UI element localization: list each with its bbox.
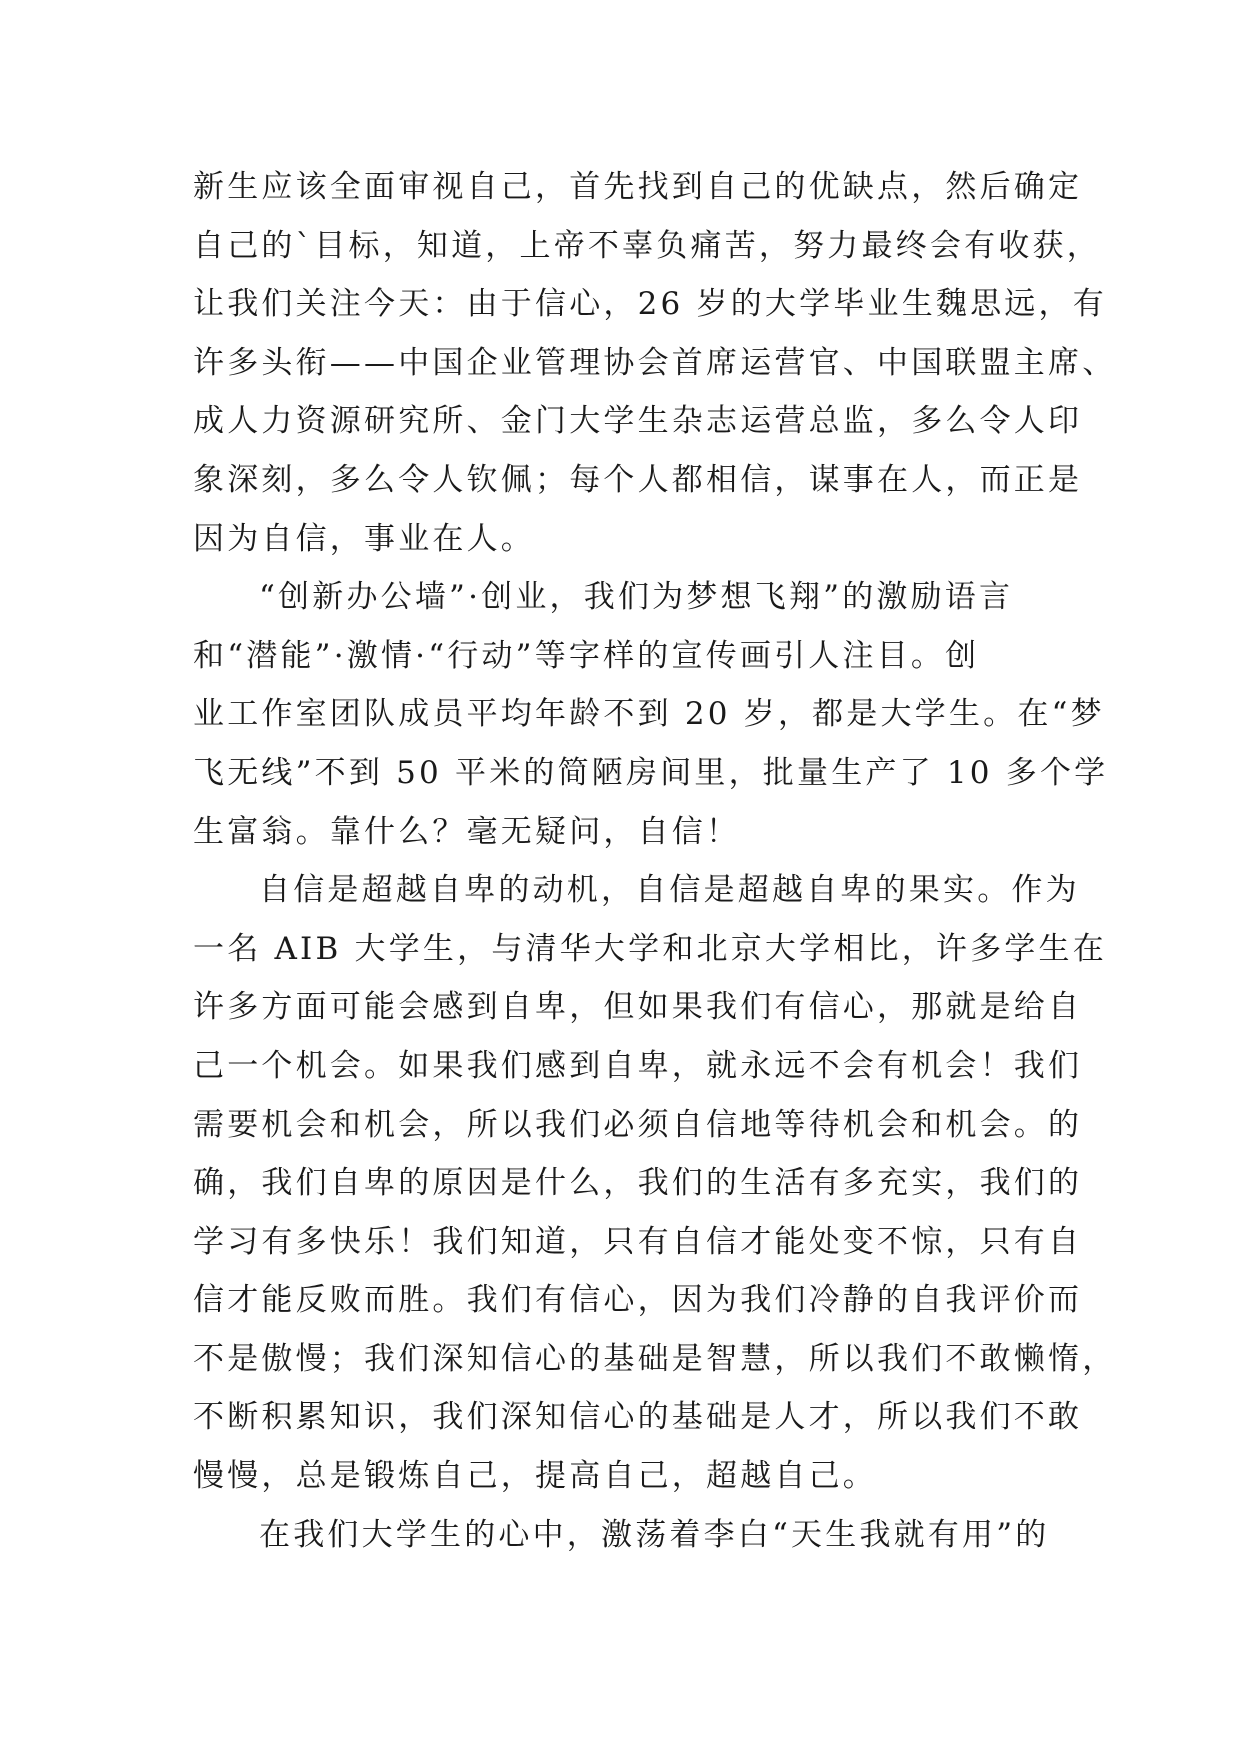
text-line: 生富翁。靠什么？毫无疑问，自信！ bbox=[193, 813, 741, 850]
text-line: 许多方面可能会感到自卑，但如果我们有信心，那就是给自 bbox=[193, 989, 1083, 1026]
text-line: 业工作室团队成员平均年龄不到 20 岁，都是大学生。在“梦 bbox=[193, 696, 1105, 733]
text-line: 需要机会和机会，所以我们必须自信地等待机会和机会。的 bbox=[193, 1106, 1083, 1143]
text-line: 和“潜能”·激情·“行动”等字样的宣传画引人注目。创 bbox=[193, 637, 980, 674]
text-line: 己一个机会。如果我们感到自卑，就永远不会有机会！我们 bbox=[193, 1047, 1083, 1084]
text-line: 飞无线”不到 50 平米的简陋房间里，批量生产了 10 多个学 bbox=[193, 754, 1109, 791]
text-line: 许多头衔——中国企业管理协会首席运营官、中国联盟主席、 bbox=[193, 344, 1117, 381]
text-line: 因为自信，事业在人。 bbox=[193, 520, 535, 557]
paragraph-first-line: 自信是超越自卑的动机，自信是超越自卑的果实。作为 bbox=[259, 872, 1080, 909]
text-line: 让我们关注今天：由于信心，26 岁的大学毕业生魏思远，有 bbox=[193, 286, 1107, 323]
text-line: 不断积累知识，我们深知信心的基础是人才，所以我们不敢 bbox=[193, 1399, 1083, 1436]
text-line: 象深刻，多么令人钦佩；每个人都相信，谋事在人，而正是 bbox=[193, 461, 1083, 498]
text-line: 新生应该全面审视自己，首先找到自己的优缺点，然后确定 bbox=[193, 169, 1083, 205]
text-line: 确，我们自卑的原因是什么，我们的生活有多充实，我们的 bbox=[193, 1165, 1083, 1202]
text-line: 不是傲慢；我们深知信心的基础是智慧，所以我们不敢懒惰， bbox=[193, 1340, 1117, 1377]
text-line: 学习有多快乐！我们知道，只有自信才能处变不惊，只有自 bbox=[193, 1223, 1083, 1260]
text-line: 自己的`目标，知道，上帝不辜负痛苦，努力最终会有收获， bbox=[193, 227, 1101, 264]
text-line: 成人力资源研究所、金门大学生杂志运营总监，多么令人印 bbox=[193, 403, 1083, 440]
text-line: 慢慢，总是锻炼自己，提高自己，超越自己。 bbox=[193, 1458, 877, 1495]
text-line: 一名 AIB 大学生，与清华大学和北京大学相比，许多学生在 bbox=[193, 930, 1107, 967]
text-line: 信才能反败而胜。我们有信心，因为我们冷静的自我评价而 bbox=[193, 1282, 1083, 1319]
paragraph-first-line: “创新办公墙”·创业，我们为梦想飞翔”的激励语言 bbox=[259, 579, 1014, 616]
document-body bbox=[193, 158, 1117, 1564]
paragraph-first-line: 在我们大学生的心中，激荡着李白“天生我就有用”的 bbox=[259, 1516, 1050, 1553]
